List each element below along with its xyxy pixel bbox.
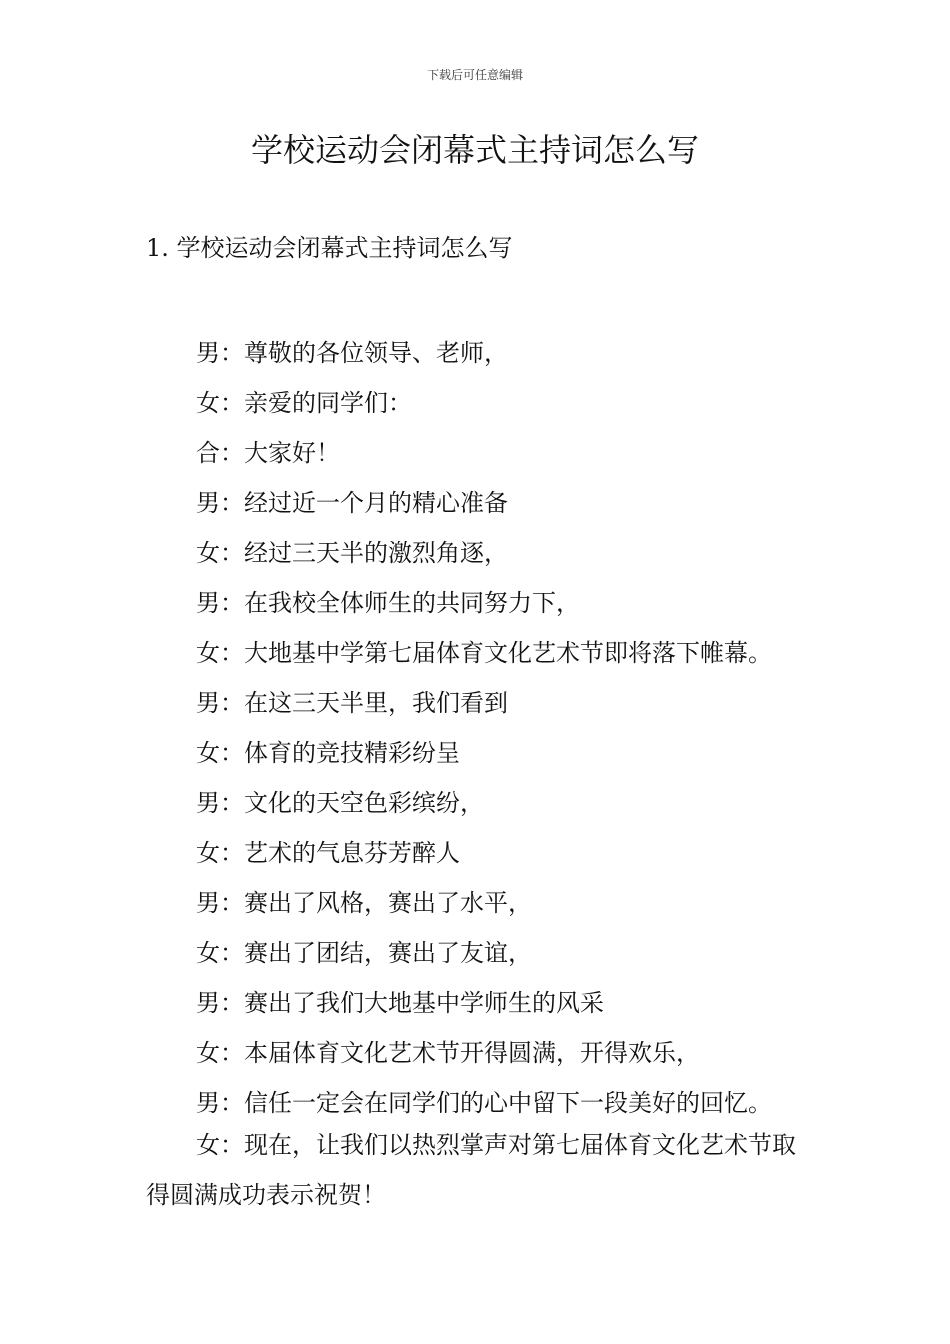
dialogue-line: 女：赛出了团结，赛出了友谊，	[196, 939, 532, 967]
header-note: 下载后可任意编辑	[426, 68, 523, 82]
dialogue-line: 男：文化的天空色彩缤纷，	[196, 789, 484, 817]
closing-paragraph: 女：现在，让我们以热烈掌声对第七届体育文化艺术节取得圆满成功表示祝贺！	[146, 1131, 796, 1209]
dialogue-line: 男：赛出了我们大地基中学师生的风采	[196, 989, 604, 1017]
dialogue-line: 女：本届体育文化艺术节开得圆满，开得欢乐，	[196, 1039, 700, 1067]
dialogue-list	[146, 328, 816, 1128]
dialogue-line: 男：赛出了风格，赛出了水平，	[196, 889, 532, 917]
dialogue-line: 男：信任一定会在同学们的心中留下一段美好的回忆。	[196, 1089, 772, 1117]
dialogue-line: 女：艺术的气息芬芳醉人	[196, 839, 460, 867]
dialogue-line: 男：在我校全体师生的共同努力下，	[196, 589, 580, 617]
dialogue-line: 女：经过三天半的激烈角逐，	[196, 539, 508, 567]
dialogue-line: 女：体育的竞技精彩纷呈	[196, 739, 460, 767]
dialogue-line: 女：亲爱的同学们：	[196, 389, 412, 417]
dialogue-line: 女：大地基中学第七届体育文化艺术节即将落下帷幕。	[196, 639, 772, 667]
section-heading: 1. 学校运动会闭幕式主持词怎么写	[146, 234, 513, 262]
document-title: 学校运动会闭幕式主持词怎么写	[250, 131, 699, 169]
dialogue-line: 男：经过近一个月的精心准备	[196, 489, 508, 517]
dialogue-line: 男：在这三天半里，我们看到	[196, 689, 508, 717]
dialogue-line: 合：大家好！	[196, 439, 340, 467]
dialogue-line: 男：尊敬的各位领导、老师，	[196, 339, 508, 367]
